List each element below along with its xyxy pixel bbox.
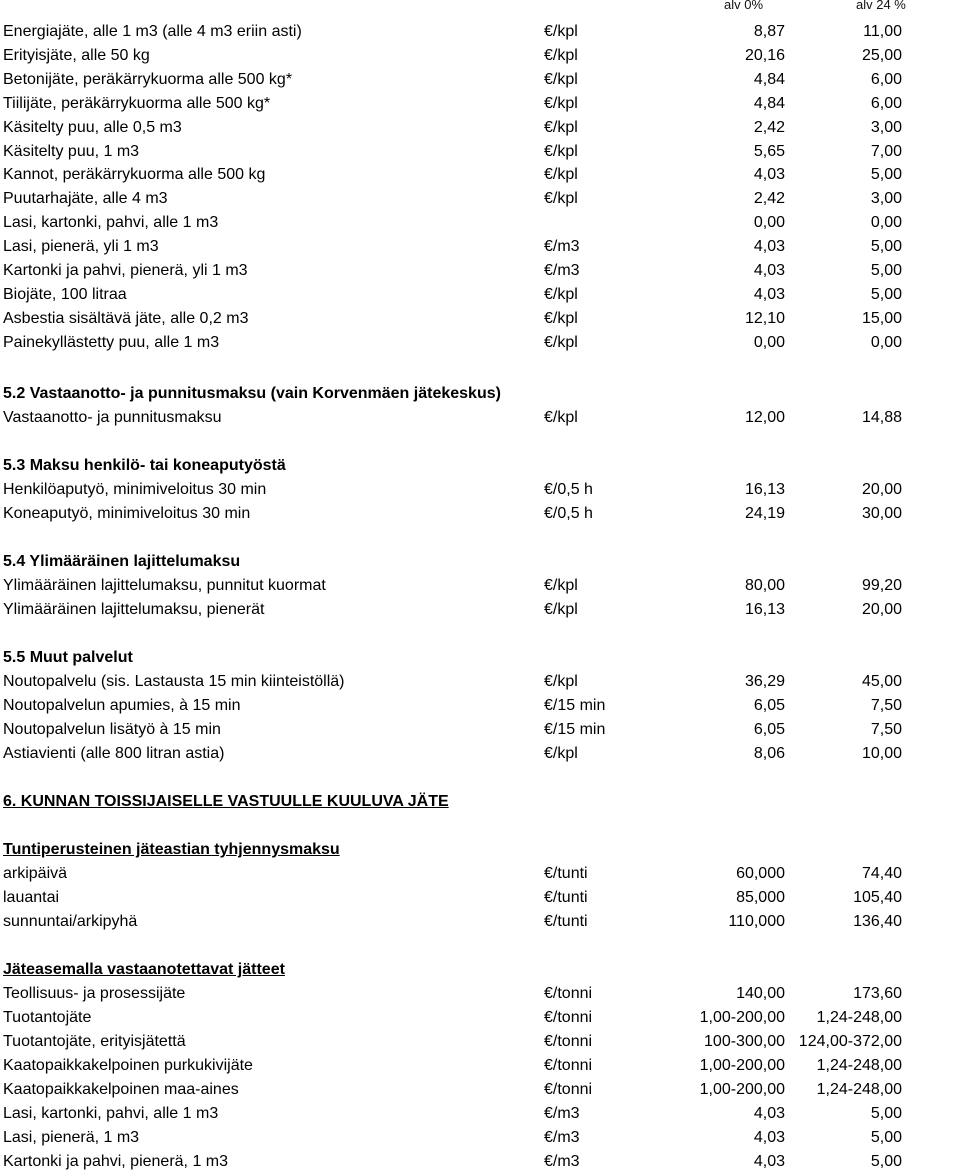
row-unit: €/m3: [544, 1129, 580, 1146]
price-alv24: 6,00: [870, 71, 902, 88]
price-alv0: 4,03: [753, 1129, 785, 1146]
row-label: Lasi, kartonki, pahvi, alle 1 m3: [3, 214, 219, 231]
row-label: Kartonki ja pahvi, pienerä, 1 m3: [3, 1153, 229, 1170]
price-alv0: 4,03: [753, 1105, 785, 1122]
row-label: Noutopalvelu (sis. Lastausta 15 min kiinteistöllä): [3, 673, 345, 690]
price-alv24: 5,00: [870, 262, 902, 279]
price-alv0: 80,00: [744, 577, 785, 594]
row-unit: €/0,5 h: [544, 505, 593, 522]
price-alv0: 36,29: [744, 673, 785, 690]
price-alv0: 1,00-200,00: [699, 1057, 785, 1074]
price-alv24: 5,00: [870, 1153, 902, 1170]
price-alv0: 1,00-200,00: [699, 1081, 785, 1098]
price-alv24: 136,40: [853, 913, 902, 930]
row-label: Ylimääräinen lajittelumaksu, punnitut kuormat: [3, 577, 326, 594]
price-alv0: 16,13: [744, 601, 785, 618]
price-alv0: 4,84: [753, 71, 785, 88]
row-unit: €/kpl: [544, 23, 578, 40]
row-label: Käsitelty puu, 1 m3: [3, 143, 140, 160]
price-alv24: 1,24-248,00: [816, 1009, 902, 1026]
row-unit: €/kpl: [544, 601, 578, 618]
row-unit: €/kpl: [544, 334, 578, 351]
row-unit: €/tonni: [544, 1081, 593, 1098]
row-unit: €/15 min: [544, 697, 606, 714]
row-label: Tiilijäte, peräkärrykuorma alle 500 kg*: [3, 95, 271, 112]
row-label: Painekyllästetty puu, alle 1 m3: [3, 334, 220, 351]
row-unit: €/tunti: [544, 865, 588, 882]
price-row: [0, 1102, 960, 1126]
price-row: [0, 502, 960, 526]
row-unit: €/tonni: [544, 1057, 593, 1074]
price-alv24: 105,40: [853, 889, 902, 906]
price-alv24: 3,00: [870, 190, 902, 207]
row-unit: €/kpl: [544, 310, 578, 327]
price-alv24: 1,24-248,00: [816, 1057, 902, 1074]
price-alv24: 0,00: [870, 214, 902, 231]
price-alv24: 20,00: [861, 601, 902, 618]
price-alv0: 12,10: [744, 310, 785, 327]
price-alv0: 12,00: [744, 409, 785, 426]
price-row: [0, 68, 960, 92]
price-alv24: 173,60: [853, 985, 902, 1002]
price-alv0: 2,42: [753, 119, 785, 136]
row-label: Teollisuus- ja prosessijäte: [3, 985, 186, 1002]
row-unit: €/kpl: [544, 577, 578, 594]
row-unit: €/kpl: [544, 143, 578, 160]
price-row: [0, 187, 960, 211]
section-title: Jäteasemalla vastaanotettavat jätteet: [3, 961, 285, 978]
price-row: [0, 694, 960, 718]
price-alv0: 4,84: [753, 95, 785, 112]
price-row: [0, 92, 960, 116]
price-row: [0, 44, 960, 68]
column-header-alv0: alv 0%: [724, 0, 764, 12]
row-unit: €/kpl: [544, 190, 578, 207]
row-label: Tuotantojäte, erityisjätettä: [3, 1033, 186, 1050]
section-title: Tuntiperusteinen jäteastian tyhjennysmaksu: [3, 841, 340, 858]
row-label: Kartonki ja pahvi, pienerä, yli 1 m3: [3, 262, 248, 279]
section-title: 5.2 Vastaanotto- ja punnitusmaksu (vain Korvenmäen jätekeskus): [3, 385, 501, 402]
price-row: [0, 307, 960, 331]
row-label: Kaatopaikkakelpoinen purkukivijäte: [3, 1057, 253, 1074]
row-unit: €/m3: [544, 262, 580, 279]
column-header-alv24: alv 24 %: [856, 0, 906, 12]
row-label: Asbestia sisältävä jäte, alle 0,2 m3: [3, 310, 249, 327]
row-unit: €/tonni: [544, 985, 593, 1002]
row-unit: €/tonni: [544, 1033, 593, 1050]
row-label: Noutopalvelun lisätyö à 15 min: [3, 721, 221, 738]
price-alv24: 99,20: [861, 577, 902, 594]
row-label: Noutopalvelun apumies, à 15 min: [3, 697, 241, 714]
price-alv24: 74,40: [861, 865, 902, 882]
price-alv0: 24,19: [744, 505, 785, 522]
price-alv0: 20,16: [744, 47, 785, 64]
row-unit: €/kpl: [544, 166, 578, 183]
price-alv0: 110,000: [728, 913, 785, 930]
row-label: Erityisjäte, alle 50 kg: [3, 47, 150, 64]
price-row: [0, 20, 960, 44]
price-alv0: 5,65: [753, 143, 785, 160]
row-label: sunnuntai/arkipyhä: [3, 913, 138, 930]
row-unit: €/15 min: [544, 721, 606, 738]
price-alv0: 85,000: [736, 889, 785, 906]
row-unit: €/kpl: [544, 95, 578, 112]
price-alv24: 6,00: [870, 95, 902, 112]
price-row: [0, 862, 960, 886]
price-alv0: 16,13: [744, 481, 785, 498]
price-alv0: 6,05: [753, 697, 785, 714]
price-alv0: 6,05: [753, 721, 785, 738]
price-row: [0, 910, 960, 934]
price-alv0: 8,87: [753, 23, 785, 40]
row-unit: €/kpl: [544, 119, 578, 136]
price-alv0: 4,03: [753, 286, 785, 303]
row-label: Lasi, pienerä, yli 1 m3: [3, 238, 159, 255]
row-unit: €/m3: [544, 1153, 580, 1170]
price-row: [0, 1030, 960, 1054]
price-alv0: 140,00: [736, 985, 785, 1002]
row-label: Tuotantojäte: [3, 1009, 92, 1026]
price-row: [0, 982, 960, 1006]
row-label: Kannot, peräkärrykuorma alle 500 kg: [3, 166, 266, 183]
price-row: [0, 1078, 960, 1102]
price-row: [0, 598, 960, 622]
price-alv0: 60,000: [736, 865, 785, 882]
price-row: [0, 574, 960, 598]
price-row: [0, 1126, 960, 1150]
row-unit: €/kpl: [544, 745, 578, 762]
price-alv24: 7,50: [870, 721, 902, 738]
price-row: [0, 116, 960, 140]
price-alv24: 25,00: [861, 47, 902, 64]
price-alv24: 124,00-372,00: [798, 1033, 902, 1050]
price-row: [0, 211, 960, 235]
price-alv0: 4,03: [753, 262, 785, 279]
price-alv24: 5,00: [870, 238, 902, 255]
price-alv24: 5,00: [870, 286, 902, 303]
price-row: [0, 283, 960, 307]
price-row: [0, 140, 960, 164]
row-unit: €/kpl: [544, 286, 578, 303]
row-label: Betonijäte, peräkärrykuorma alle 500 kg*: [3, 71, 293, 88]
row-label: arkipäivä: [3, 865, 68, 882]
row-label: Biojäte, 100 litraa: [3, 286, 127, 303]
price-row: [0, 478, 960, 502]
price-alv24: 5,00: [870, 1105, 902, 1122]
price-alv24: 20,00: [861, 481, 902, 498]
price-alv0: 1,00-200,00: [699, 1009, 785, 1026]
price-row: [0, 1054, 960, 1078]
price-alv0: 4,03: [753, 1153, 785, 1170]
row-unit: €/0,5 h: [544, 481, 593, 498]
row-label: lauantai: [3, 889, 60, 906]
row-label: Ylimääräinen lajittelumaksu, pienerät: [3, 601, 265, 618]
price-alv24: 5,00: [870, 166, 902, 183]
row-unit: €/tunti: [544, 889, 588, 906]
price-alv24: 7,50: [870, 697, 902, 714]
row-unit: €/kpl: [544, 673, 578, 690]
row-label: Koneaputyö, minimiveloitus 30 min: [3, 505, 251, 522]
price-row: [0, 742, 960, 766]
row-label: Lasi, pienerä, 1 m3: [3, 1129, 140, 1146]
row-label: Puutarhajäte, alle 4 m3: [3, 190, 168, 207]
price-row: [0, 886, 960, 910]
section-title: 5.5 Muut palvelut: [3, 649, 133, 666]
price-row: [0, 718, 960, 742]
price-alv24: 1,24-248,00: [816, 1081, 902, 1098]
row-label: Energiajäte, alle 1 m3 (alle 4 m3 eriin asti): [3, 23, 302, 40]
price-row: [0, 1150, 960, 1174]
price-row: [0, 235, 960, 259]
price-alv24: 10,00: [861, 745, 902, 762]
price-alv24: 14,88: [861, 409, 902, 426]
row-label: Henkilöaputyö, minimiveloitus 30 min: [3, 481, 267, 498]
row-unit: €/m3: [544, 1105, 580, 1122]
row-label: Kaatopaikkakelpoinen maa-aines: [3, 1081, 239, 1098]
price-row: [0, 259, 960, 283]
row-label: Lasi, kartonki, pahvi, alle 1 m3: [3, 1105, 219, 1122]
price-alv0: 4,03: [753, 238, 785, 255]
price-row: [0, 331, 960, 355]
price-alv24: 3,00: [870, 119, 902, 136]
price-row: [0, 670, 960, 694]
price-alv0: 0,00: [753, 214, 785, 231]
price-alv0: 2,42: [753, 190, 785, 207]
row-label: Vastaanotto- ja punnitusmaksu: [3, 409, 222, 426]
row-unit: €/kpl: [544, 409, 578, 426]
section-title: 5.3 Maksu henkilö- tai koneaputyöstä: [3, 457, 286, 474]
row-unit: €/m3: [544, 238, 580, 255]
price-alv24: 7,00: [870, 143, 902, 160]
price-alv0: 8,06: [753, 745, 785, 762]
price-alv24: 0,00: [870, 334, 902, 351]
price-alv0: 100-300,00: [704, 1033, 785, 1050]
price-row: [0, 1006, 960, 1030]
price-alv0: 0,00: [753, 334, 785, 351]
row-label: Käsitelty puu, alle 0,5 m3: [3, 119, 182, 136]
price-row: [0, 406, 960, 430]
price-alv24: 11,00: [863, 23, 902, 40]
price-alv24: 30,00: [861, 505, 902, 522]
price-alv24: 5,00: [870, 1129, 902, 1146]
price-alv0: 4,03: [753, 166, 785, 183]
section-title: 6. KUNNAN TOISSIJAISELLE VASTUULLE KUULUVA JÄTE: [3, 793, 449, 810]
row-label: Astiavienti (alle 800 litran astia): [3, 745, 225, 762]
price-alv24: 15,00: [861, 310, 902, 327]
price-alv24: 45,00: [861, 673, 902, 690]
price-row: [0, 163, 960, 187]
row-unit: €/tonni: [544, 1009, 593, 1026]
row-unit: €/tunti: [544, 913, 588, 930]
row-unit: €/kpl: [544, 71, 578, 88]
section-title: 5.4 Ylimääräinen lajittelumaksu: [3, 553, 241, 570]
row-unit: €/kpl: [544, 47, 578, 64]
